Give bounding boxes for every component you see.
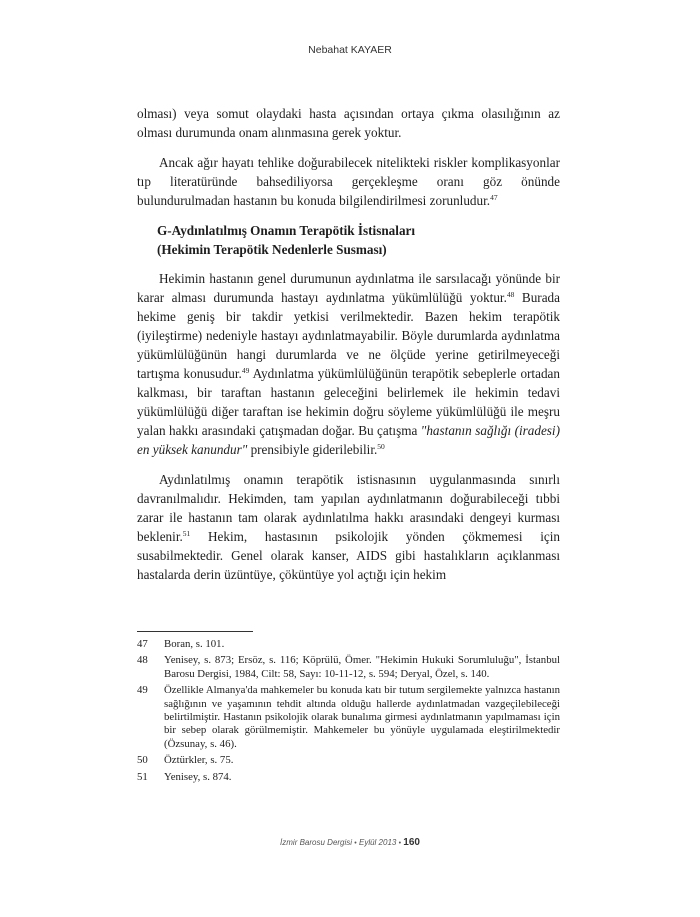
section-heading-subtitle: (Hekimin Terapötik Nedenlerle Susması) bbox=[157, 242, 387, 257]
page-footer bbox=[0, 837, 700, 848]
footnote-ref-50[interactable]: 50 bbox=[377, 442, 385, 451]
footnote-text: Boran, s. 101. bbox=[164, 638, 225, 650]
footnote-number: 47 bbox=[137, 638, 148, 650]
footnote-item bbox=[137, 684, 560, 751]
section-heading-title: G-Aydınlatılmış Onamın Terapötik İstisnaları bbox=[157, 223, 416, 238]
footnote-ref-47[interactable]: 47 bbox=[490, 193, 498, 202]
footnote-number: 49 bbox=[137, 684, 148, 697]
main-text bbox=[137, 104, 560, 595]
page-number: 160 bbox=[403, 837, 420, 848]
footnote-number: 51 bbox=[137, 770, 148, 783]
separator-bullet: • bbox=[354, 840, 357, 847]
paragraph-1: olması) veya somut olaydaki hasta açısından ortaya çıkma olasılığının az olması durumunda onam alınmasına gerek yoktur. bbox=[137, 106, 560, 140]
section-heading bbox=[157, 221, 560, 259]
footnote-number: 50 bbox=[137, 754, 148, 767]
footnote-text: Özellikle Almanya'da mahkemeler bu konuda katı bir tutum sergilemekte yalnızca hastanın sağlığının ve yaşamının tehdit altında olduğu hallerde aydınlatmadan vazgeçilebileceği belirtilmiştir. Hastanın psikolojik olarak bunalıma girmesi aydınlatmanın yapılmaması için bir sebep olarak görülmemiştir. Mahkemeler bu yönüyle uygulamada eleştirilmektedir (Özsunay, s. 46). bbox=[164, 684, 560, 750]
italic-quote: "hastanın sağlığı (iradesi) en yüksek kanundur" bbox=[137, 423, 560, 457]
paragraph-4: Aydınlatılmış onamın terapötik istisnasının uygulanmasında sınırlı davranılmalıdır. Hekimden, tam yapılan aydınlatmanın doğurabileceği tıbbi zarar ile hastanın tam olarak aydınlatılma hakkı arasındaki dengeyi kurması beklenir.$^{51}$ Hekim, hastasının psikolojik yönden çökmemesi için susabilmektedir. Genel olarak kanser, AIDS gibi hastalıkların açıklanması hastalarda derin üzüntüye, çöküntüye yol açtığı için hekim bbox=[137, 472, 560, 582]
footnote-item bbox=[137, 654, 560, 681]
footnote-text: Yenisey, s. 874. bbox=[164, 770, 232, 783]
separator-bullet: • bbox=[398, 840, 402, 847]
footnote-ref-51[interactable]: 51 bbox=[182, 529, 191, 538]
footnote-item bbox=[137, 754, 560, 767]
footnote-ref-48[interactable]: 48 bbox=[506, 290, 515, 299]
paragraph-3: Hekimin hastanın genel durumunun aydınlatma ile sarsılacağı yönünde bir karar alması durumunda hastayı aydınlatma yükümlülüğü yoktur.$^{48}$ Burada hekime geniş bir takdir yetkisi verilmektedir. Bazen hekim terapötik (iyileştirme) nedeniyle hastayı aydınlatmayabilir. Böyle durumlarda aydınlatma yükümlülüğünün hangi durumlarda ve ne ölçüde yerine getirilmeyeceği tartışma konusudur.$^{49}$ Aydınlatma yükümlülüğünün terapötik sebeplerle ortadan kalkması, bir taraftan hastanın geleceğini belirlemek ile hekimin tedavi yükümlülüğü diğer taraftan ise hekimin doğru söyleme yükümlülüğü ile meşru yalan hakkı arasındaki çatışmadan doğar. Bu çatışma "hastanın sağlığı (iradesi) en yüksek kanundur" prensibiyle giderilebilir.$^{50}$ bbox=[137, 271, 560, 457]
running-head: Nebahat KAYAER bbox=[308, 44, 392, 56]
footnote-number: 48 bbox=[137, 654, 148, 667]
footnote-ref-49[interactable]: 49 bbox=[241, 366, 250, 375]
footnote-separator bbox=[137, 631, 253, 632]
paragraph-2: Ancak ağır hayatı tehlike doğurabilecek nitelikteki riskler komplikasyonlar tıp literatüründe bahsediliyorsa gerçekleşme oranı göz önünde bulundurulmadan hastanın bu konuda bilgilendirilmesi zorunludur.$^{47}$ bbox=[137, 155, 560, 208]
issue-date: Eylül 2013 bbox=[358, 838, 397, 847]
journal-name: İzmir Barosu Dergisi bbox=[280, 838, 353, 847]
footnote-item bbox=[137, 638, 560, 651]
footnote-text: Öztürkler, s. 75. bbox=[164, 754, 234, 767]
footnotes bbox=[137, 638, 560, 787]
footnote-text: Yenisey, s. 873; Ersöz, s. 116; Köprülü, Ömer. "Hekimin Hukuki Sorumluluğu", İstanbul Barosu Dergisi, 1984, Cilt: 58, Sayı: 10-11-12, s. 594; Deryal, Özel, s. 140. bbox=[164, 654, 560, 680]
footnote-item bbox=[137, 771, 560, 784]
